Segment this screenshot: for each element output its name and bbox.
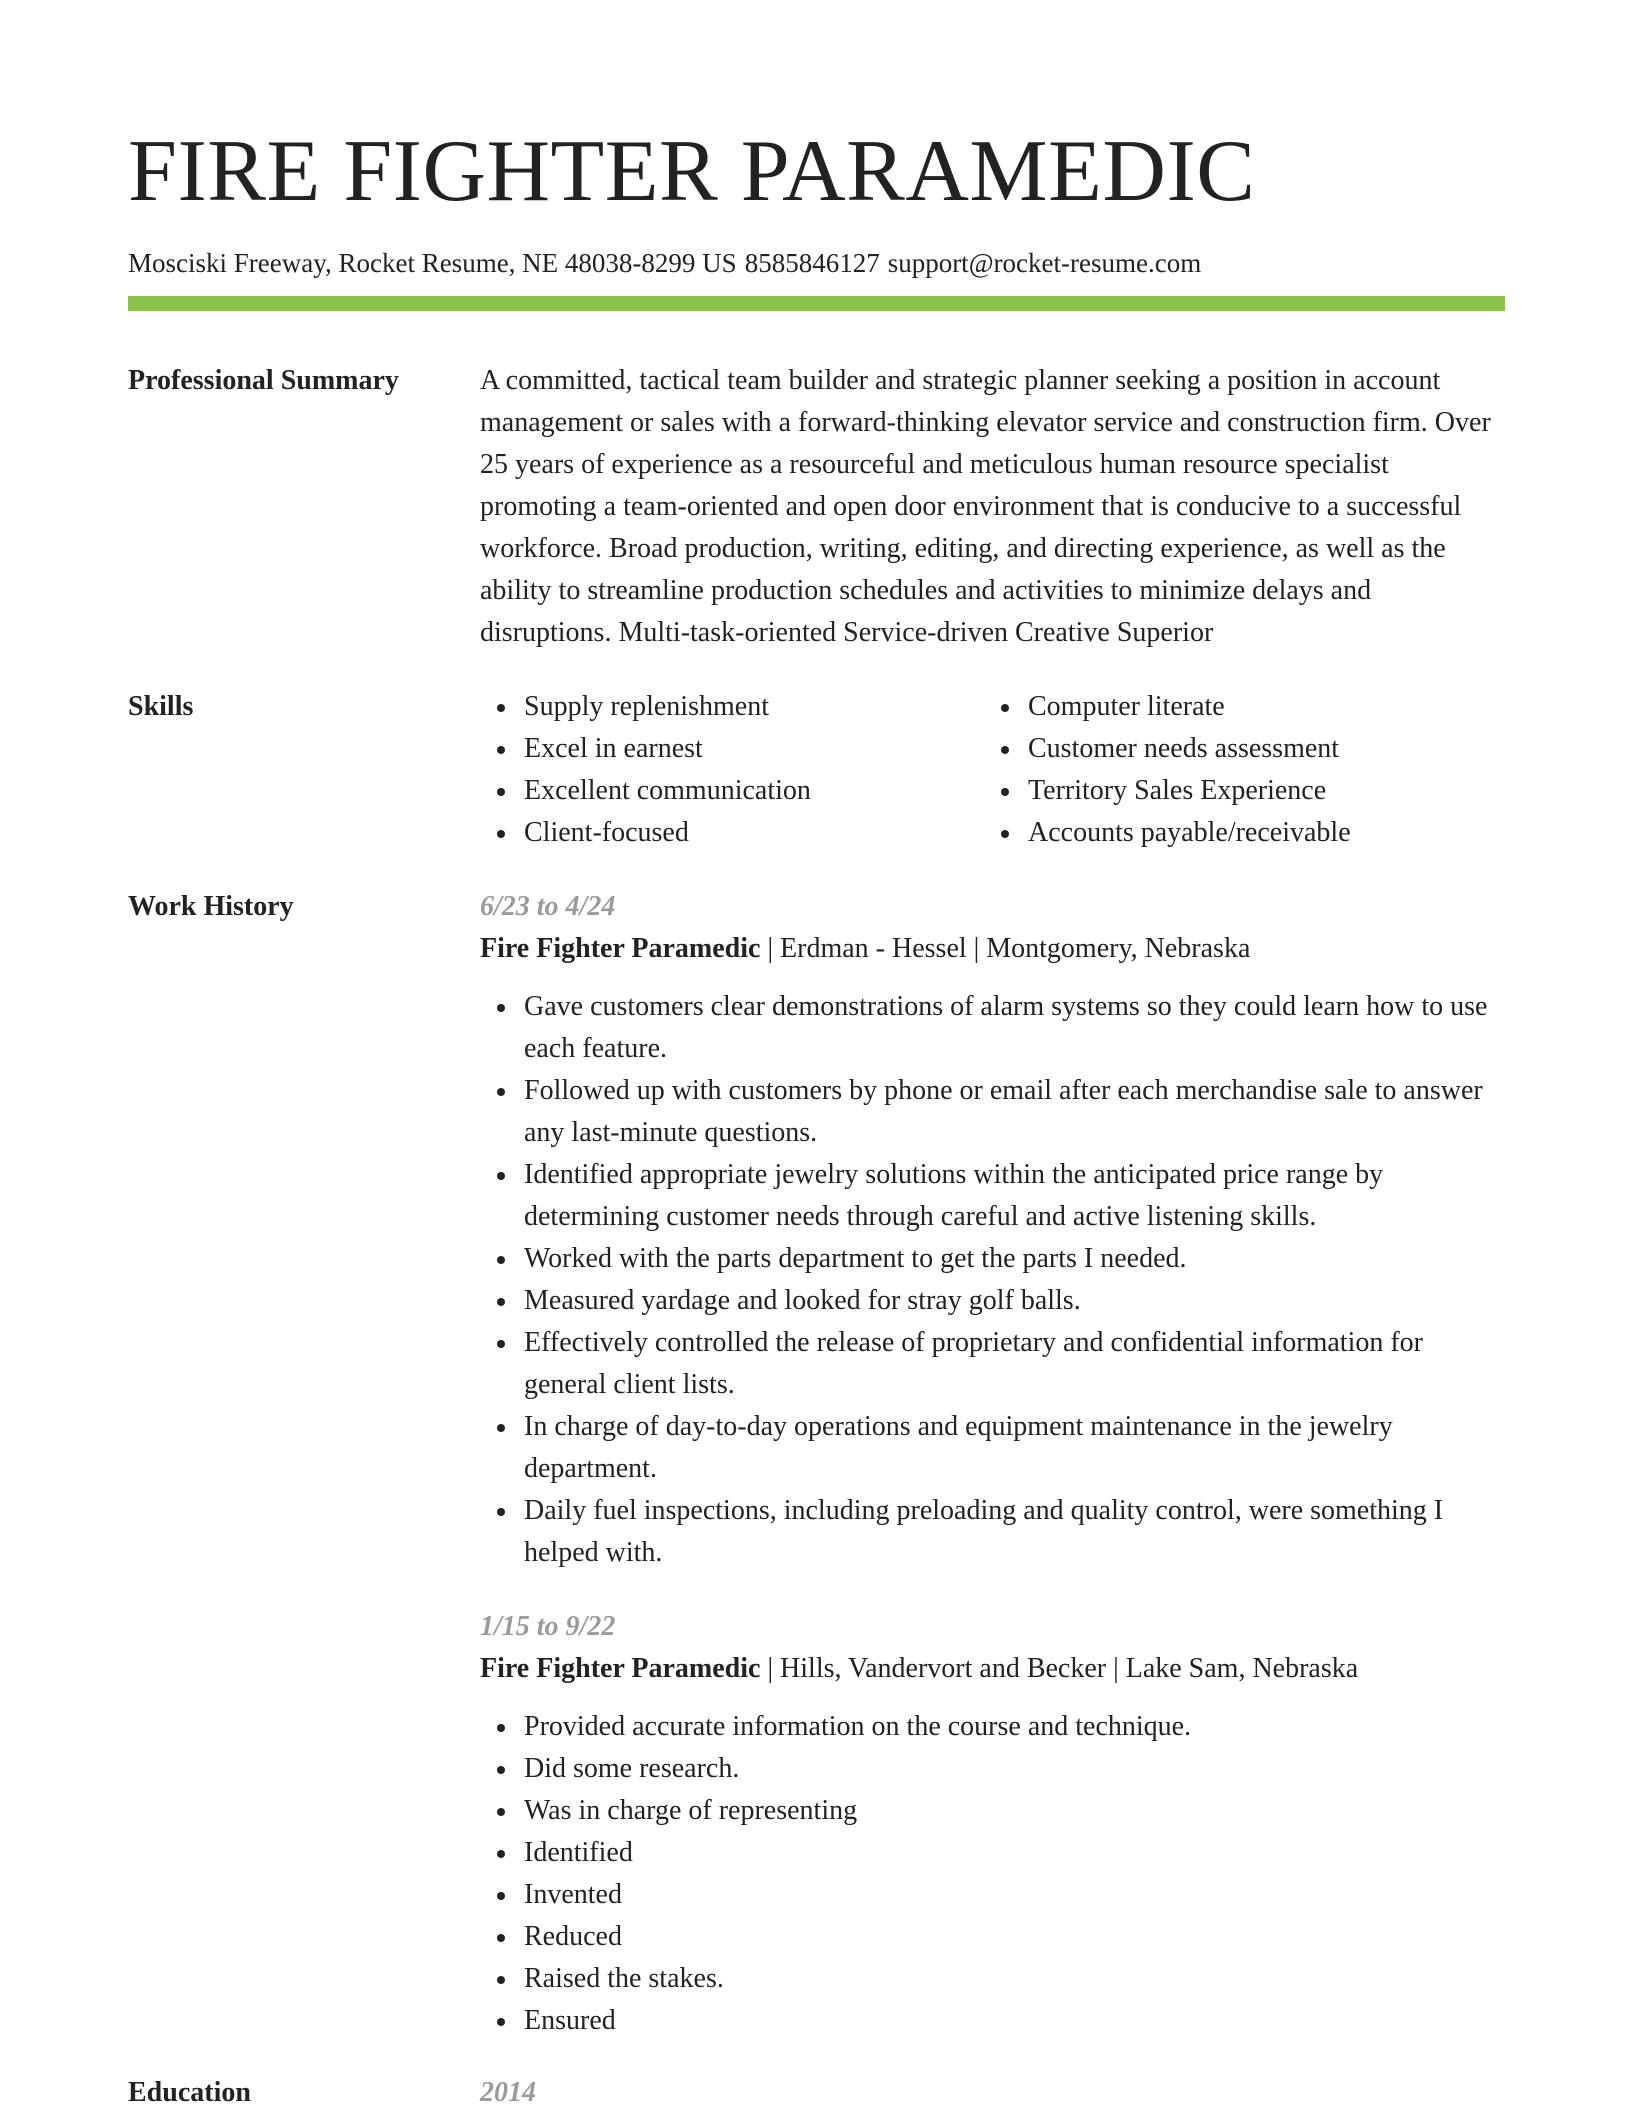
job-dates: 1/15 to 9/22: [480, 1611, 616, 1642]
contact-email: support@rocket-resume.com: [887, 248, 1202, 278]
skills-heading: Skills: [128, 691, 194, 722]
job-bullet: Provided accurate information on the course and technique.: [524, 1706, 1505, 1748]
education-section: [128, 2072, 1505, 2114]
skill-item: Supply replenishment: [524, 686, 984, 728]
job-entry: [480, 886, 1505, 1574]
job-bullet: Gave customers clear demonstrations of alarm systems so they could learn how to use each feature.: [524, 986, 1505, 1070]
job-bullet: Effectively controlled the release of proprietary and confidential information for general client lists.: [524, 1322, 1505, 1406]
skill-item: Customer needs assessment: [1028, 728, 1488, 770]
summary-heading: Professional Summary: [128, 365, 399, 396]
job-bullet: Identified: [524, 1832, 1505, 1874]
skills-list-right: [984, 686, 1488, 854]
contact-phone: 8585846127: [744, 248, 880, 278]
skill-item: Computer literate: [1028, 686, 1488, 728]
job-bullet-list: [480, 1706, 1505, 2042]
job-bullet: Raised the stakes.: [524, 1958, 1505, 2000]
skill-item: Territory Sales Experience: [1028, 770, 1488, 812]
skills-section: [128, 686, 1505, 854]
education-year: 2014: [480, 2077, 536, 2108]
job-bullet: Ensured: [524, 2000, 1505, 2042]
job-bullet-list: [480, 986, 1505, 1574]
contact-line: [128, 246, 1505, 280]
skill-item: Client-focused: [524, 812, 984, 854]
job-entry: [480, 1606, 1505, 2042]
candidate-name: FIRE FIGHTER PARAMEDIC: [128, 123, 1256, 220]
job-bullet: Was in charge of representing: [524, 1790, 1505, 1832]
education-heading: Education: [128, 2077, 251, 2108]
job-title: Fire Fighter Paramedic: [480, 1653, 761, 1684]
skills-list-left: [480, 686, 984, 854]
job-bullet: Worked with the parts department to get the parts I needed.: [524, 1238, 1505, 1280]
work-history-section: [128, 886, 1505, 2042]
skills-grid: [480, 686, 1505, 854]
work-history-heading: Work History: [128, 891, 294, 922]
job-title: Fire Fighter Paramedic: [480, 933, 761, 964]
contact-address: Mosciski Freeway, Rocket Resume, NE 48038-8299 US: [128, 248, 737, 278]
education-body: [480, 2072, 1505, 2114]
job-header: [480, 1648, 1505, 1690]
summary-text: A committed, tactical team builder and strategic planner seeking a position in account management or sales with a forward-thinking elevator service and construction firm. Over 25 years of experience as a resourceful and meticulous human resource specialist promoting a team-oriented and open door environment that is conducive to a successful workforce. Broad production, writing, editing, and directing experience, as well as the ability to streamline production schedules and activities to minimize delays and disruptions. Multi-task-oriented Service-driven Creative Superior: [480, 365, 1491, 648]
skill-item: Accounts payable/receivable: [1028, 812, 1488, 854]
job-bullet: In charge of day-to-day operations and equipment maintenance in the jewelry department.: [524, 1406, 1505, 1490]
job-details: | Erdman - Hessel | Montgomery, Nebraska: [760, 933, 1251, 964]
job-bullet: Followed up with customers by phone or email after each merchandise sale to answer any last-minute questions.: [524, 1070, 1505, 1154]
job-bullet: Reduced: [524, 1916, 1505, 1958]
summary-section: [128, 360, 1505, 654]
job-bullet: Identified appropriate jewelry solutions within the anticipated price range by determining customer needs through careful and active listening skills.: [524, 1154, 1505, 1238]
job-details: | Hills, Vandervort and Becker | Lake Sam, Nebraska: [760, 1653, 1359, 1684]
skill-item: Excellent communication: [524, 770, 984, 812]
skill-item: Excel in earnest: [524, 728, 984, 770]
job-bullet: Did some research.: [524, 1748, 1505, 1790]
job-bullet: Measured yardage and looked for stray golf balls.: [524, 1280, 1505, 1322]
job-header: [480, 928, 1505, 970]
header-divider: [128, 296, 1505, 311]
work-history-body: [480, 886, 1505, 2042]
job-bullet: Invented: [524, 1874, 1505, 1916]
job-bullet: Daily fuel inspections, including preloading and quality control, were something I helped with.: [524, 1490, 1505, 1574]
job-dates: 6/23 to 4/24: [480, 891, 616, 922]
